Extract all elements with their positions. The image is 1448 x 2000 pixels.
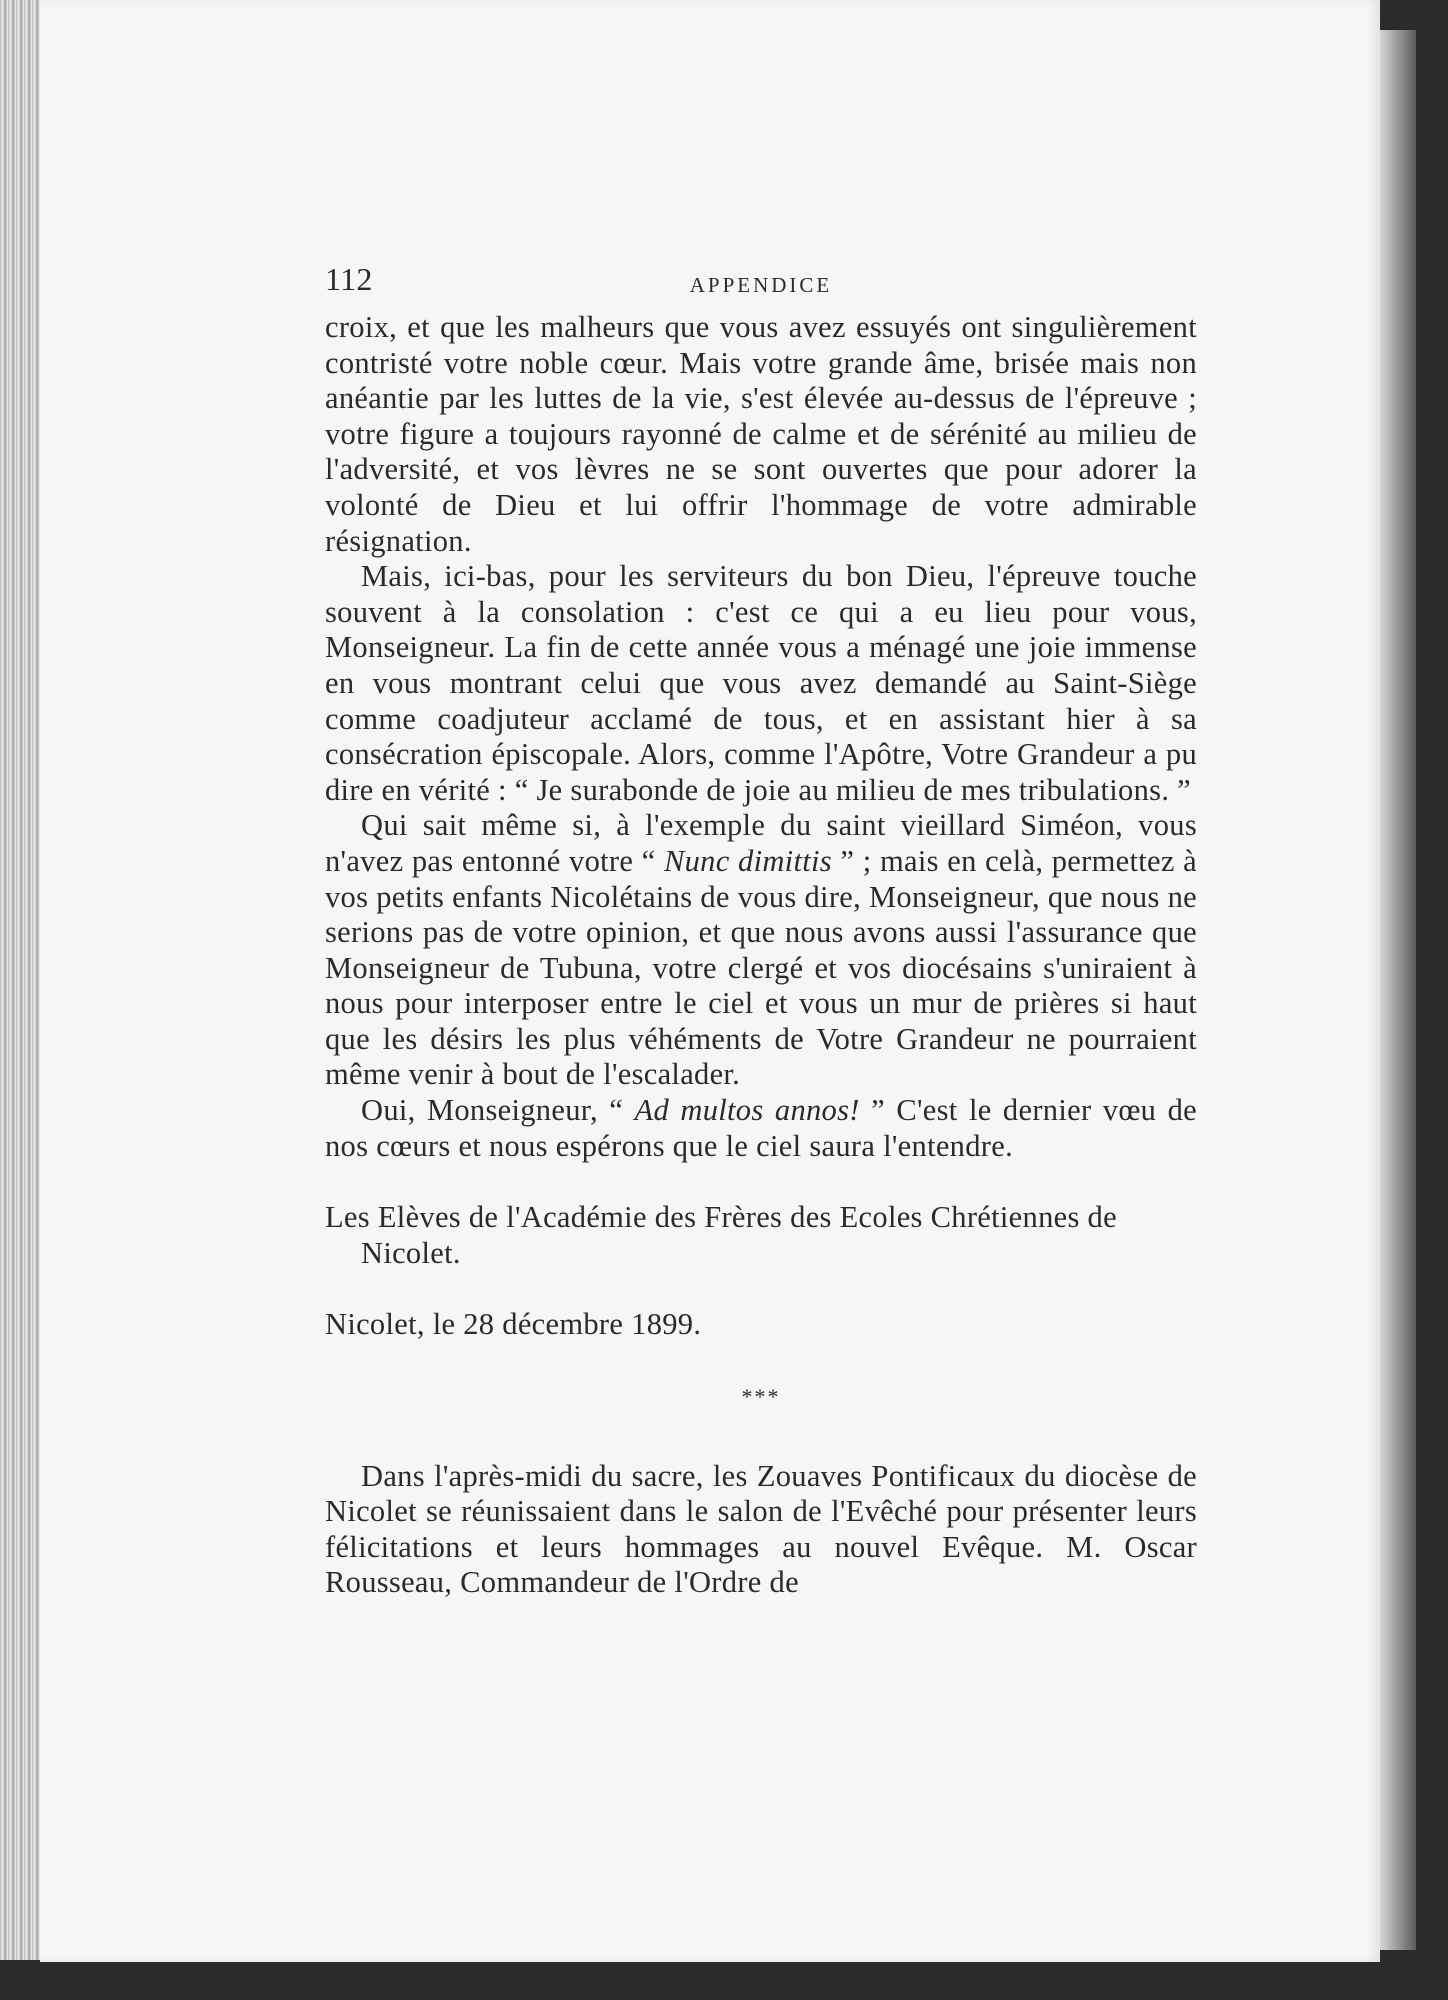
paragraph-3	[325, 808, 1197, 1093]
book-right-edge	[1380, 30, 1416, 1950]
page-header	[325, 262, 1197, 306]
paragraph-4-before: Oui, Monseigneur, “	[361, 1093, 635, 1128]
paragraph-1: croix, et que les malheurs que vous avez essuyés ont singulièrement contristé votre noble cœur. Mais votre grande âme, brisée mais non anéantie par les luttes de la vie, s'est élevée au-dessus de l'épreuve ; votre figure a toujours rayonné de calme et de sérénité au milieu de l'adversité, et vos lèvres ne se sont ouvertes que pour adorer la volonté de Dieu et lui offrir l'hommage de votre admirable résignation.	[325, 310, 1197, 558]
paragraph-4-italic: Ad multos annos!	[634, 1093, 860, 1128]
paragraph-4	[325, 1093, 1197, 1164]
paragraph-4-after: ” C'est le dernier vœu de nos cœurs et nous espérons que le ciel saura l'entendre.	[325, 1093, 1197, 1163]
page-content	[325, 262, 1197, 1601]
paragraph-3-before: Qui sait même si, à l'exemple du saint vieillard Siméon, vous n'avez pas entonné votre “	[325, 808, 1197, 878]
date-line: Nicolet, le 28 décembre 1899.	[325, 1307, 702, 1342]
page-number: 112	[325, 261, 373, 297]
paragraph-3-italic: Nunc dimittis	[663, 843, 832, 878]
signature: Les Elèves de l'Académie des Frères des Ecoles Chrétiennes de Nicolet.	[325, 1200, 1117, 1270]
closing-paragraph: Dans l'après-midi du sacre, les Zouaves Pontificaux du diocèse de Nicolet se réunissaient dans le salon de l'Evêché pour présenter leurs félicitations et leurs hommages au nouvel Evêque. M. Oscar Rousseau, Commandeur de l'Ordre de	[325, 1458, 1197, 1600]
scan-bottom-border	[0, 1962, 1448, 2000]
paragraph-2: Mais, ici-bas, pour les serviteurs du bon Dieu, l'épreuve touche souvent à la consolation : c'est ce qui a eu lieu pour vous, Monseigneur. La fin de cette année vous a ménagé une joie immense en vous montrant celui que vous avez demandé au Saint-Siège comme coadjuteur acclamé de tous, et en assistant hier à sa consécration épiscopale. Alors, comme l'Apôtre, Votre Grandeur a pu dire en vérité : “ Je surabonde de joie au milieu de mes tribulations. ”	[325, 559, 1197, 807]
section-separator: ***	[741, 1384, 781, 1410]
running-head: APPENDICE	[689, 273, 833, 297]
paragraph-3-after: ” ; mais en celà, permettez à vos petits enfants Nicolétains de vous dire, Monseigneur, que nous ne serions pas de votre opinion, et que nous avons aussi l'assurance que Monseigneur de Tubuna, votre clergé et vos diocésains s'uniraient à nous pour interposer entre le ciel et vous un mur de prières si haut que les désirs les plus véhéments de Votre Grandeur ne pourraient même venir à bout de l'escalader.	[325, 843, 1197, 1092]
